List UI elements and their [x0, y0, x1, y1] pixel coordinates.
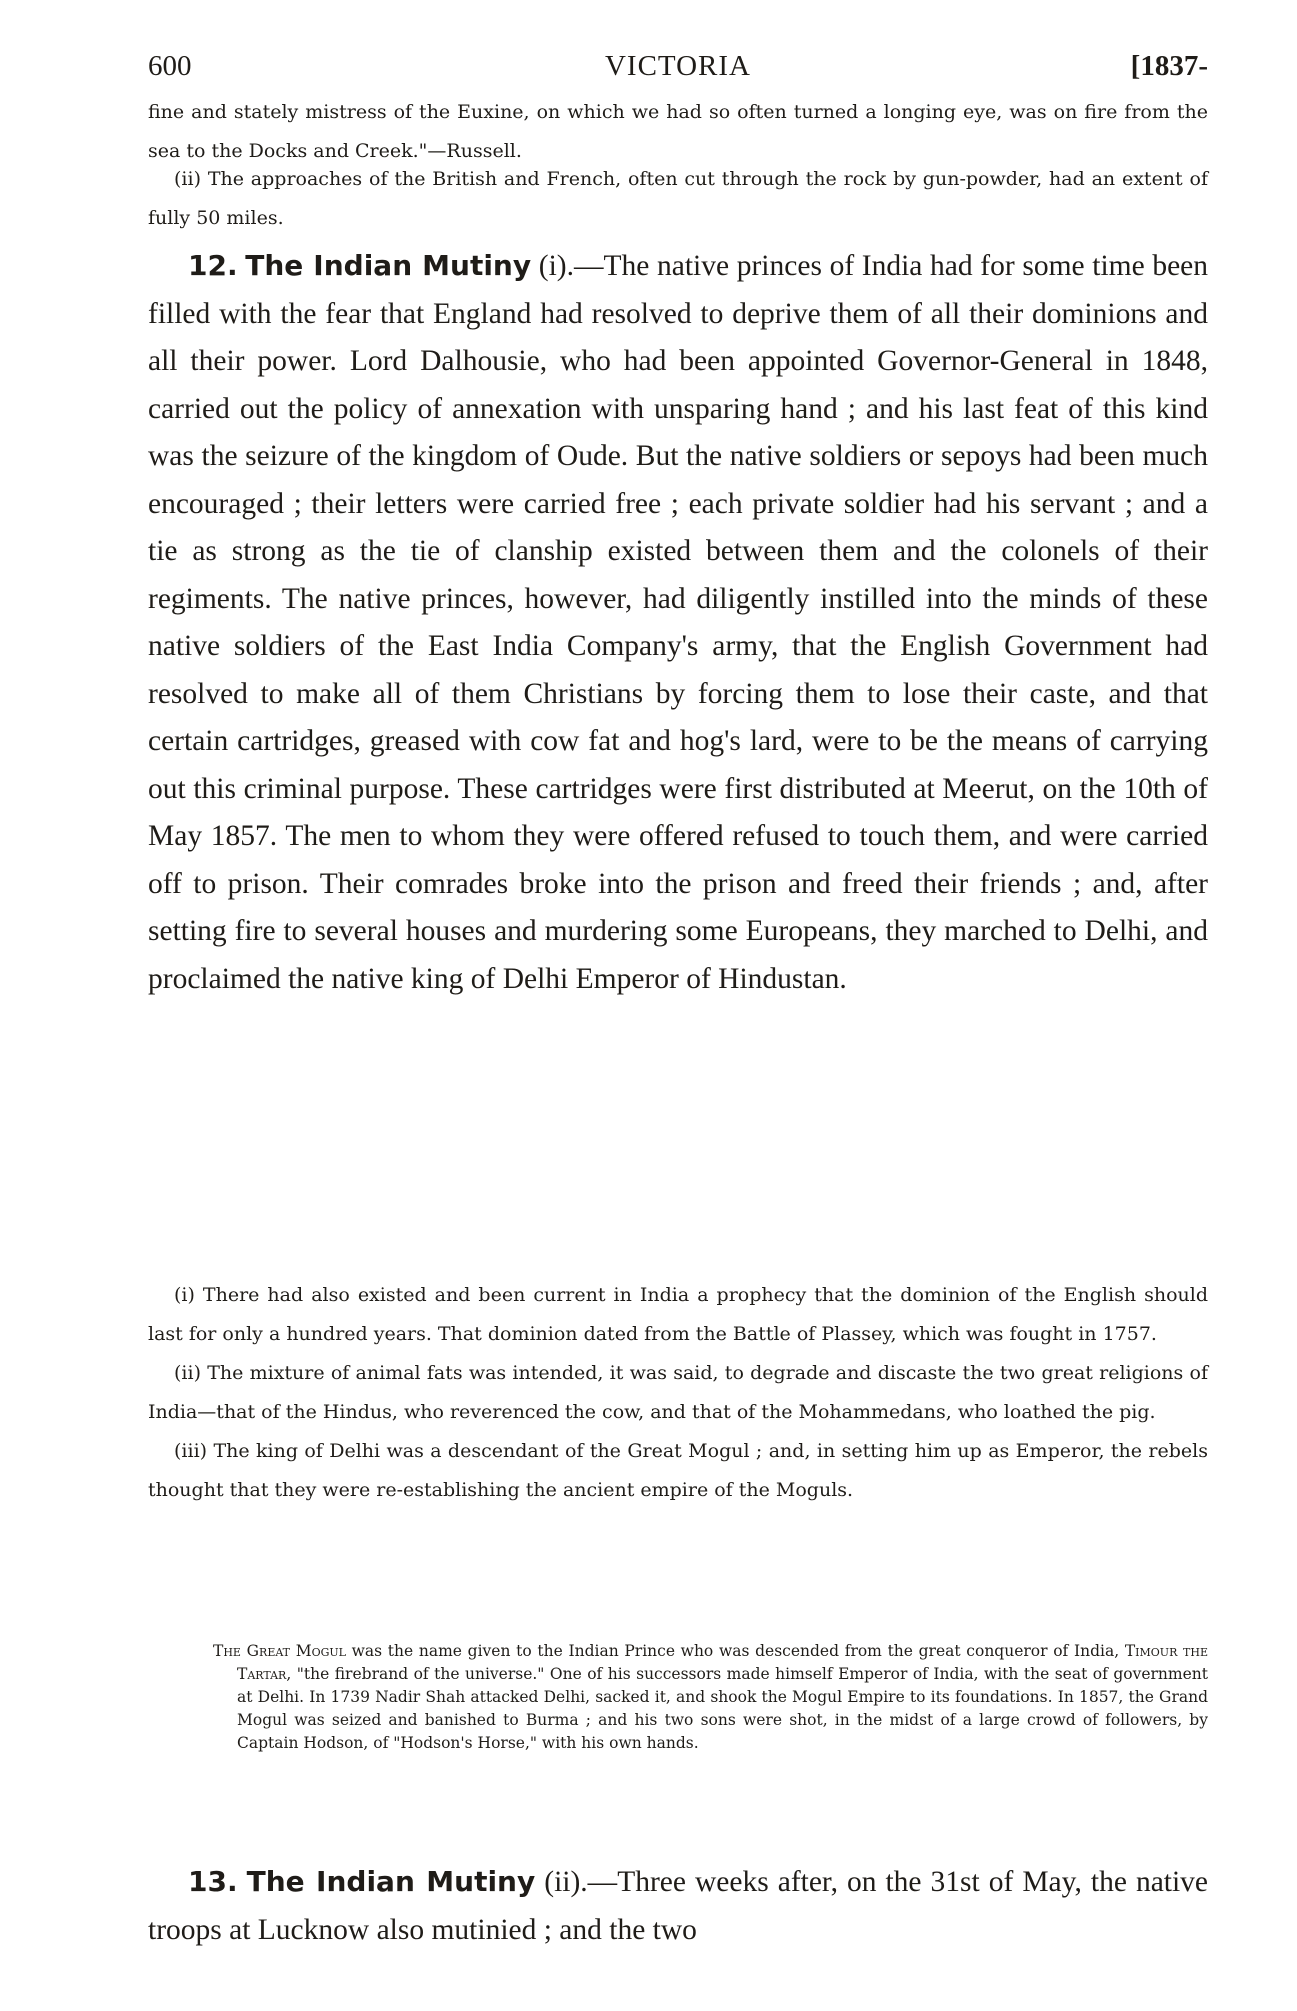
section-12-footnotes — [148, 1276, 1208, 1510]
section-12-heading: The Indian Mutiny — [245, 249, 532, 282]
header-year: [1837- — [1130, 50, 1208, 82]
footnote-i: (i) There had also existed and been current in India a prophecy that the dominion of the English should last for only a hundred years. That dominion dated from the Battle of Plassey, which was fought in 1757. — [148, 1284, 1208, 1345]
great-mogul-text-b: , "the firebrand of the universe." One of his successors made himself Emperor of India, with the seat of government at Delhi. In 1739 Nadir Shah attacked Delhi, sacked it, and shook the Mogul Empire to its foundations. In 1857, the Grand Mogul was seized and banished to Burma ; and his two sons were shot, in the midst of a large crowd of followers, by Captain Hodson, of "Hodson's Horse," with his own hands. — [237, 1665, 1208, 1752]
timour-name: Timour the Tartar — [237, 1642, 1208, 1683]
footnote-iii: (iii) The king of Delhi was a descendant of the Great Mogul ; and, in setting him up as Emperor, the rebels thought that they were re-establishing the ancient empire of the Moguls. — [148, 1440, 1208, 1501]
great-mogul-text-a: was the name given to the Indian Prince who was descended from the great conqueror of India, — [345, 1642, 1125, 1660]
footnote-ii-top — [148, 160, 1208, 238]
page-header — [148, 50, 1208, 90]
great-mogul-lead: The Great Mogul — [213, 1642, 346, 1660]
great-mogul-note-text — [213, 1640, 1208, 1755]
section-13 — [148, 1858, 1208, 1954]
section-12-paragraph — [148, 242, 1208, 1003]
footnote-ii: (ii) The mixture of animal fats was intended, it was said, to degrade and discaste the two great religions of India—that of the Hindus, who reverenced the cow, and that of the Mohammedans, who loathed the pig. — [148, 1362, 1208, 1423]
section-13-heading-suffix: (ii).— — [544, 1866, 618, 1898]
section-13-body: Three weeks after, on the 31st of May, the native troops at Lucknow also mutinied ; and the two — [148, 1866, 1209, 1946]
section-12 — [148, 242, 1208, 1003]
great-mogul-note — [213, 1640, 1208, 1755]
section-12-number: 12. — [188, 249, 238, 282]
page-number: 600 — [148, 50, 192, 82]
running-title: VICTORIA — [604, 50, 752, 82]
section-13-paragraph — [148, 1858, 1208, 1954]
section-12-heading-suffix: (i).— — [538, 250, 604, 282]
section-13-heading: The Indian Mutiny — [246, 1865, 536, 1898]
footnote-continuation: fine and stately mistress of the Euxine, on which we had so often turned a longing eye, was on fire from the sea to the Docks and Creek."—Russell. — [148, 101, 1208, 162]
section-12-body: The native princes of India had for some time been filled with the fear that England had resolved to deprive them of all their dominions and all their power. Lord Dalhousie, who had been appointed Governor-General in 1848, carried out the policy of annexation with unsparing hand ; and his last feat of this kind was the seizure of the kingdom of Oude. But the native soldiers or sepoys had been much encouraged ; their letters were carried free ; each private soldier had his servant ; and a tie as strong as the tie of clanship existed between them and the colonels of their regiments. The native princes, however, had diligently instilled into the minds of these native soldiers of the East India Company's army, that the English Government had resolved to make all of them Christians by forcing them to lose their caste, and that certain cartridges, greased with cow fat and hog's lard, were to be the means of carrying out this criminal purpose. These cartridges were first distributed at Meerut, on the 10th of May 1857. The men to whom they were offered refused to touch them, and were carried off to prison. Their comrades broke into the prison and freed their friends ; and, after setting fire to several houses and murdering some Europeans, they marched to Delhi, and proclaimed the native king of Delhi Emperor of Hindustan. — [148, 250, 1209, 995]
section-13-number: 13. — [188, 1865, 238, 1898]
footnote-text: (ii) The approaches of the British and French, often cut through the rock by gun-powder, had an extent of fully 50 miles. — [148, 168, 1208, 229]
